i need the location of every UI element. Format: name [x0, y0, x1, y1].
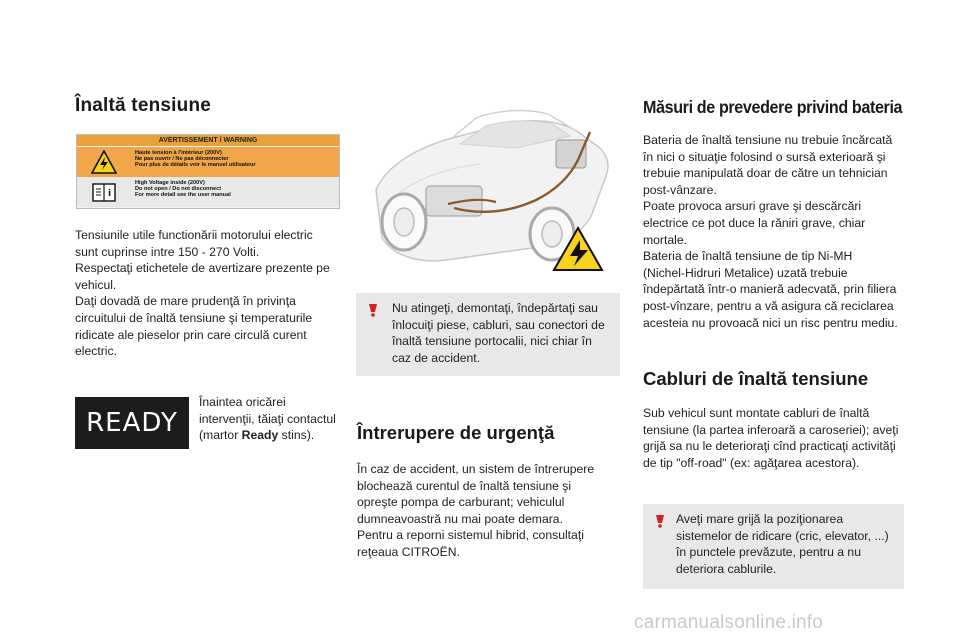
section-title-high-voltage: Înaltă tensiune	[75, 95, 212, 116]
warning-label-header: AVERTISSEMENT / WARNING	[77, 135, 339, 146]
exclamation-icon	[653, 514, 667, 528]
high-voltage-triangle-icon	[91, 150, 117, 174]
ready-indicator: READY	[75, 397, 189, 449]
emergency-cutoff-paragraph: În caz de accident, un sistem de întrerupere blochează curentul de înaltă tensiune şi opreşte pompa de carburant; vehiculul dumneavoastră nu mai poate demara. Pentru a reporni sistemul hibrid, consultaţi reţeaua CITROËN.	[357, 462, 595, 559]
section-title-battery-precautions: Măsuri de prevedere privind bateria	[643, 97, 903, 117]
section-title-emergency-cutoff: Întrerupere de urgenţă	[357, 422, 555, 443]
ready-instruction: Înaintea oricărei intervenţii, tăiaţi contactul (martor Ready stins).	[199, 395, 336, 443]
caution-note-lifting: Aveţi mare grijă la poziţionarea sistemelor de ridicare (cric, elevator, ...) în punctele prevăzute, pentru a nu deteriora cablurile.	[643, 504, 904, 589]
high-voltage-paragraph: Tensiunile utile functionării motorului electric sunt cuprinse intre 150 - 270 Volti. Respectaţi etichetele de avertizare prezente pe vehicul. Daţi dovadă de mare prudenţă în privinţa circuitului de înaltă tensiune şi temperaturile ridicate ale pieselor prin care circulă curent electric.	[75, 228, 330, 359]
caution-note-orange-components: Nu atingeţi, demontaţi, îndepărtaţi sau înlocuiţi piese, cabluri, sau conectori de înaltă tensiune portocalii, nici chiar în caz de accident.	[356, 293, 620, 376]
battery-precautions-paragraph: Bateria de înaltă tensiune nu trebuie încărcată în nici o situaţie folosind o sursă exterioară şi trebuie manipulată doar de către un tehnician post-vânzare. Poate provoca arsuri grave şi descărcări electrice ce pot duce la răniri grave, chiar mortale. Bateria de înaltă tensiune de tip Ni-MH (Nichel-Hidruri Metalice) uzată trebuie îndepărtată într-o manieră adecvată, prin filiera post-vînzare, pentru a vă asigura că reciclarea acesteia nu provoacă nici un risc pentru mediu.	[643, 133, 898, 330]
exclamation-icon	[366, 303, 380, 317]
warning-label-french-text: Haute tension à l'intérieur (200V) Ne pas ouvrir / Ne pas déconnecter Pour plus de détails voir le manuel utilisateur	[135, 150, 256, 169]
warning-label-sticker	[76, 134, 340, 209]
manual-book-icon	[91, 180, 117, 204]
watermark: carmanualsonline.info	[634, 612, 824, 633]
svg-text:i: i	[107, 189, 112, 199]
warning-label-english-text: High Voltage inside (200V) Do not open / Do not disconnect For more detail see the user manual	[135, 180, 231, 199]
high-voltage-cables-paragraph: Sub vehicul sunt montate cabluri de înaltă tensiune (la partea inferoară a caroseriei); aveţi grijă sa nu le deterioraţi cînd practicaţi activităţi de tip "off-road" (ex: agăţarea acestora).	[643, 406, 899, 470]
section-title-high-voltage-cables: Cabluri de înaltă tensiune	[643, 368, 869, 389]
front-wheel	[382, 194, 426, 250]
hybrid-car-cutaway-illustration	[356, 104, 620, 276]
